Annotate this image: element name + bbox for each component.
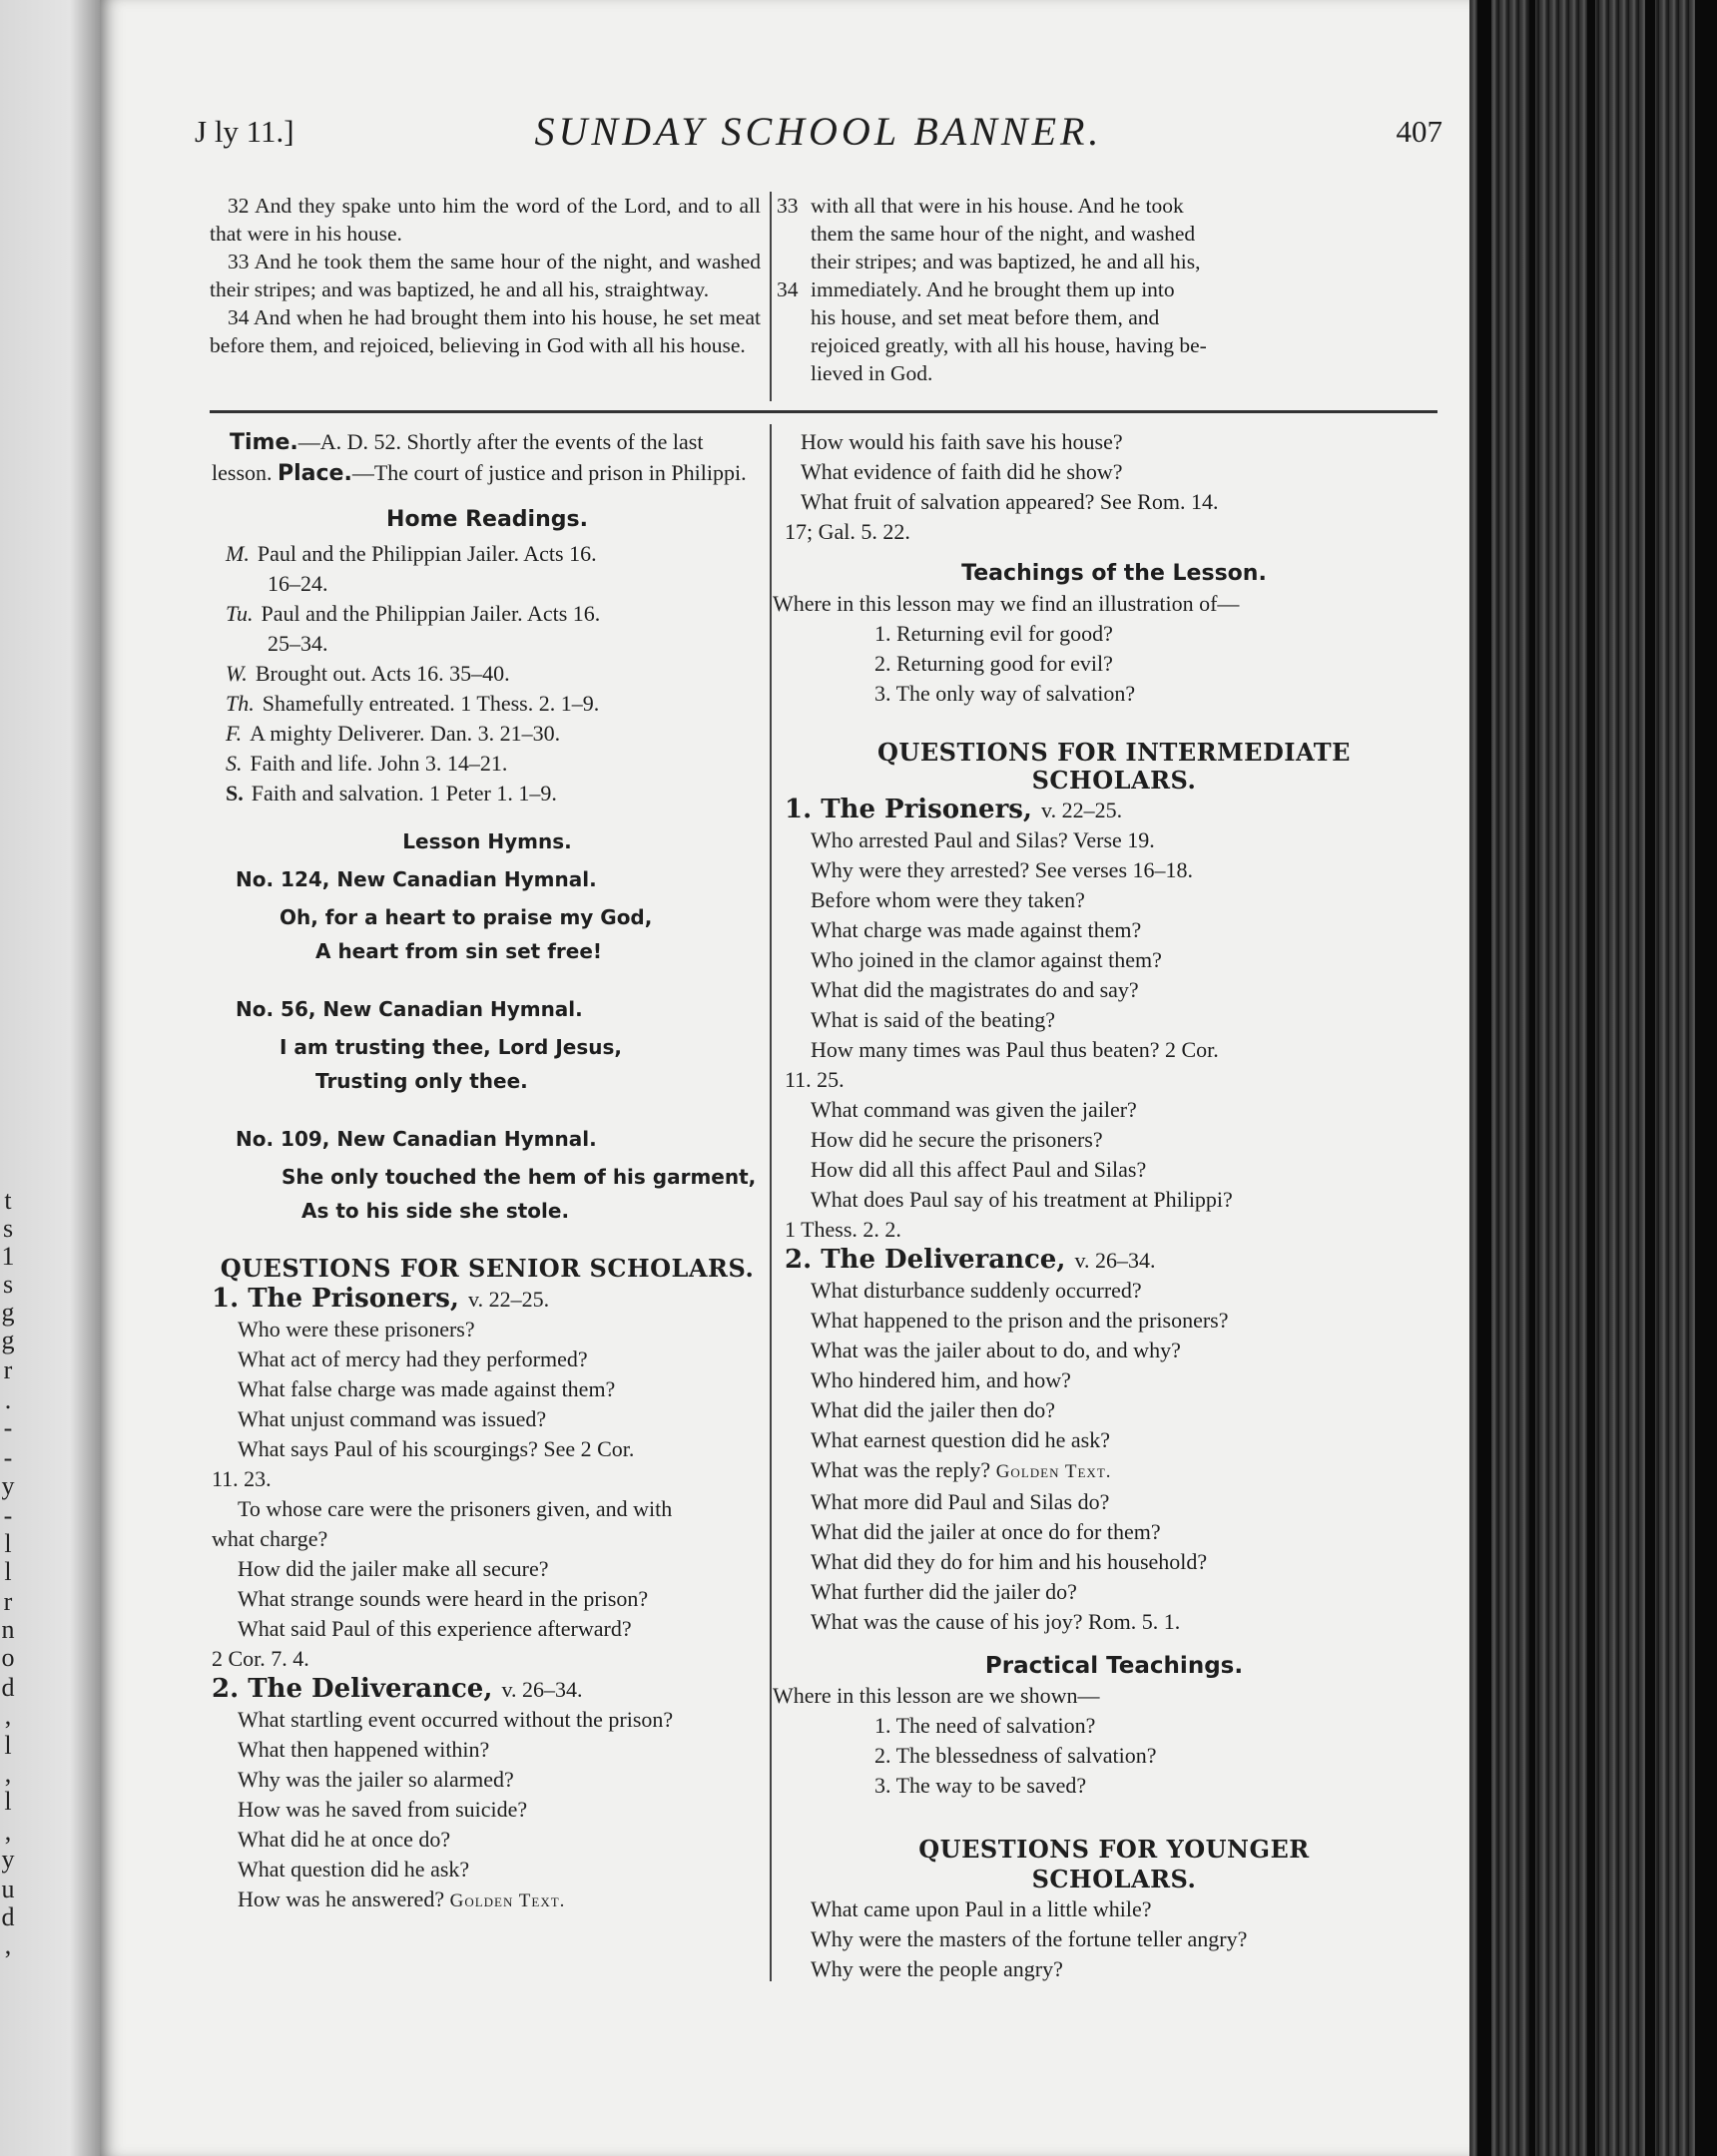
question-text: What did he at once do? (238, 1827, 451, 1852)
verse-number (777, 248, 811, 275)
hymn-number: No. 56, New Canadian Hymnal. (236, 997, 583, 1021)
right-column (773, 427, 1443, 1984)
question: What came upon Paul in a little while? (811, 1896, 1152, 1921)
younger-heading-line-2: SCHOLARS. (1031, 1865, 1197, 1893)
question-text: What was the cause of his joy? Rom. 5. 1. (811, 1609, 1181, 1634)
practical-teachings-list (785, 1711, 1443, 1801)
question (785, 1607, 1443, 1637)
verse-number (777, 331, 811, 359)
verse-number (777, 220, 811, 248)
question (785, 1005, 1443, 1035)
margin-fragment: o (1, 1643, 15, 1672)
question-text: How was he saved from suicide? (238, 1797, 528, 1822)
home-reading (212, 599, 763, 629)
scripture-verse: 32 And they spake unto him the word of the Lord, and to all that were in his house. (210, 194, 761, 246)
question-text: Why were they arrested? See verses 16–18. (811, 857, 1194, 882)
margin-fragment: n (1, 1615, 15, 1644)
numbered-item: 3. The way to be saved? (874, 1773, 1087, 1798)
question (212, 1855, 763, 1885)
question-text: What did the jailer then do? (811, 1397, 1055, 1422)
hymn-number: No. 109, New Canadian Hymnal. (236, 1127, 597, 1151)
question-text: How did all this affect Paul and Silas? (811, 1157, 1147, 1182)
verse-text: lieved in God. (811, 361, 933, 385)
column-divider (770, 424, 772, 1981)
section-title: 1. The Prisoners, (212, 1284, 459, 1314)
margin-fragment: d (1, 1673, 15, 1702)
left-column (212, 427, 763, 1916)
margin-fragment: y (1, 1845, 15, 1874)
verse-text: with all that were in his house. And he took (811, 194, 1184, 218)
question (212, 1554, 763, 1584)
issue-date: J ly 11.] (195, 114, 294, 149)
margin-fragment: l (4, 1529, 12, 1558)
question-text: What then happened within? (238, 1737, 490, 1762)
scripture-line (777, 275, 1386, 303)
verse-text: them the same hour of the night, and washed (811, 222, 1196, 246)
publication-title: SUNDAY SCHOOL BANNER. (534, 109, 1103, 154)
question-text: Who arrested Paul and Silas? Verse 19. (811, 827, 1155, 852)
question (785, 1065, 1443, 1095)
book-fore-edge (1469, 0, 1717, 2156)
question (212, 1494, 763, 1524)
margin-fragment: , (4, 1930, 12, 1959)
reading-day: M. (226, 541, 250, 566)
question (785, 1395, 1443, 1425)
question (212, 1614, 763, 1644)
home-reading (212, 659, 763, 689)
question-text: What did the magistrates do and say? (811, 977, 1139, 1002)
book-page (100, 0, 1469, 2156)
question (785, 1487, 1443, 1517)
hymn-number: No. 124, New Canadian Hymnal. (236, 867, 597, 891)
question-text: What said Paul of this experience afterward? (238, 1616, 632, 1641)
lesson-hymns-heading: Lesson Hymns. (402, 829, 572, 853)
scripture-line (777, 248, 1386, 275)
margin-fragment: r (3, 1587, 13, 1616)
practical-intro: Where in this lesson are we shown— (773, 1683, 1100, 1708)
hymn-line: I am trusting thee, Lord Jesus, (280, 1035, 622, 1059)
intermediate-heading (785, 739, 1443, 795)
question (785, 1185, 1443, 1215)
margin-fragment: l (4, 1557, 12, 1586)
question-text: 2 Cor. 7. 4. (212, 1646, 309, 1671)
numbered-item: 2. Returning good for evil? (874, 651, 1113, 676)
question-text: What command was given the jailer? (811, 1097, 1137, 1122)
question-text: How did the jailer make all secure? (238, 1556, 549, 1581)
question-text: What more did Paul and Silas do? (811, 1489, 1110, 1514)
question-text: How was he answered? (238, 1886, 445, 1911)
question-text: What earnest question did he ask? (811, 1427, 1110, 1452)
question-text: What act of mercy had they performed? (238, 1347, 588, 1371)
practical-teachings-heading: Practical Teachings. (984, 1653, 1244, 1679)
time-place (212, 427, 763, 489)
reading-text: Paul and the Philippian Jailer. Acts 16. (257, 541, 597, 566)
margin-fragment: . (4, 1385, 12, 1414)
question-text: 1 Thess. 2. 2. (785, 1217, 901, 1242)
question-text: What is said of the beating? (811, 1007, 1055, 1032)
golden-text-ref: Golden Text. (449, 1890, 566, 1911)
reading-text: Faith and salvation. 1 Peter 1. 1–9. (251, 781, 557, 806)
numbered-item: 2. The blessedness of salvation? (874, 1743, 1157, 1768)
reading-text: Faith and life. John 3. 14–21. (250, 751, 508, 776)
teachings-list (785, 619, 1443, 709)
question-text: To whose care were the prisoners given, and with (238, 1496, 673, 1521)
margin-fragment: t (4, 1186, 12, 1215)
section-verse-ref: v. 26–34. (501, 1677, 583, 1702)
question: 17; Gal. 5. 22. (785, 519, 910, 544)
margin-fragment: s (2, 1270, 14, 1299)
question-text: How many times was Paul thus beaten? 2 Cor. (811, 1037, 1219, 1062)
margin-fragment: g (1, 1326, 15, 1354)
question (212, 1795, 763, 1825)
question-text: What question did he ask? (238, 1857, 470, 1882)
question (785, 975, 1443, 1005)
question (212, 1644, 763, 1674)
question-text: What charge was made against them? (811, 917, 1142, 942)
margin-fragment: - (3, 1443, 13, 1472)
numbered-item: 1. The need of salvation? (874, 1713, 1096, 1738)
home-reading (212, 719, 763, 749)
question-text: What happened to the prison and the prisoners? (811, 1308, 1229, 1333)
question-text: What disturbance suddenly occurred? (811, 1278, 1142, 1303)
question (785, 1365, 1443, 1395)
section-heading (785, 795, 1443, 825)
teachings-heading: Teachings of the Lesson. (961, 561, 1267, 586)
question-text: What did they do for him and his household? (811, 1549, 1208, 1574)
question-text: 11. 25. (785, 1067, 845, 1092)
question (785, 855, 1443, 885)
question (785, 885, 1443, 915)
question (212, 1404, 763, 1434)
question (212, 1765, 763, 1795)
question: Why were the masters of the fortune teller angry? (811, 1926, 1248, 1951)
senior-questions-continued (785, 427, 1443, 547)
question-text: What startling event occurred without the prison? (238, 1707, 674, 1732)
scripture-verse: 34 And when he had brought them into his house, he set meat before them, and rejoiced, believing in God with all his house. (210, 305, 761, 357)
reading-text: A mighty Deliverer. Dan. 3. 21–30. (250, 721, 561, 746)
question (785, 1155, 1443, 1185)
hymn-line: She only touched the hem of his garment, (282, 1165, 757, 1189)
time-text: —A. D. 52. Shortly after the events of the last lesson. (212, 429, 704, 485)
question (785, 1125, 1443, 1155)
question-text: What was the jailer about to do, and why? (811, 1338, 1181, 1362)
reading-day: W. (226, 661, 248, 686)
place-label: Place. (278, 461, 352, 486)
scripture-line (777, 303, 1386, 331)
scripture-verse: 33 And he took them the same hour of the night, and washed their stripes; and was baptized, he and all his, straightway. (210, 250, 761, 301)
question (212, 1524, 763, 1554)
intermediate-heading-line-1: QUESTIONS FOR INTERMEDIATE (877, 738, 1351, 767)
section-heading (785, 1245, 1443, 1276)
margin-fragment: , (4, 1817, 12, 1846)
senior-questions (212, 1284, 763, 1916)
question: Why were the people angry? (811, 1956, 1063, 1981)
section-heading (212, 1674, 763, 1705)
scripture-line (777, 331, 1386, 359)
question (212, 1345, 763, 1374)
teachings-intro: Where in this lesson may we find an illustration of— (773, 591, 1240, 616)
place-text: —The court of justice and prison in Philippi. (351, 460, 747, 485)
reading-text: Brought out. Acts 16. 35–40. (255, 661, 510, 686)
scripture-line (777, 359, 1386, 387)
question (212, 1374, 763, 1404)
home-reading (212, 779, 763, 808)
question (785, 1455, 1443, 1487)
golden-text-ref: Golden Text. (995, 1461, 1112, 1482)
question-text: What was the reply? (811, 1457, 991, 1482)
younger-heading-line-1: QUESTIONS FOR YOUNGER (918, 1835, 1310, 1864)
question (212, 1705, 763, 1735)
reading-day: S. (226, 781, 244, 806)
hymn-line: Oh, for a heart to praise my God, (280, 905, 653, 929)
question (785, 1215, 1443, 1245)
younger-heading (785, 1835, 1443, 1894)
time-label: Time. (230, 430, 298, 455)
section-verse-ref: v. 22–25. (1041, 798, 1123, 822)
question-text: Why was the jailer so alarmed? (238, 1767, 514, 1792)
scripture-column-divider (770, 192, 772, 401)
margin-fragment: g (1, 1298, 15, 1327)
reading-day: F. (226, 721, 243, 746)
section-verse-ref: v. 22–25. (468, 1287, 550, 1312)
scripture-left-version (210, 192, 761, 359)
margin-fragment: - (3, 1413, 13, 1442)
section-heading (212, 1284, 763, 1315)
hymn-line: Trusting only thee. (315, 1069, 528, 1093)
margin-fragment: l (4, 1731, 12, 1760)
verse-number (777, 359, 811, 387)
question-text: Who hindered him, and how? (811, 1367, 1071, 1392)
verse-number: 34 (777, 277, 799, 301)
scripture-line (777, 220, 1386, 248)
question (785, 825, 1443, 855)
scripture-bottom-rule (210, 410, 1437, 413)
home-readings-heading: Home Readings. (386, 507, 588, 532)
verse-text: their stripes; and was baptized, he and all his, (811, 250, 1201, 273)
reading-day: Th. (226, 691, 255, 716)
intermediate-questions (785, 795, 1443, 1637)
margin-fragment: 1 (1, 1242, 15, 1271)
margin-fragment: l (4, 1787, 12, 1816)
verse-text: rejoiced greatly, with all his house, having be- (811, 333, 1207, 357)
margin-fragment: y (1, 1471, 15, 1500)
intermediate-heading-line-2: SCHOLARS. (1031, 766, 1197, 795)
hymn-line: As to his side she stole. (301, 1199, 570, 1223)
question (785, 1517, 1443, 1547)
section-title: 1. The Prisoners, (785, 795, 1032, 824)
verse-number: 33 (777, 194, 799, 218)
margin-fragment: , (4, 1701, 12, 1730)
question-text: What strange sounds were heard in the prison? (238, 1586, 649, 1611)
hymn-line: A heart from sin set free! (315, 939, 603, 963)
numbered-item: 1. Returning evil for good? (874, 621, 1113, 646)
reading-text: Paul and the Philippian Jailer. Acts 16. (261, 601, 601, 626)
question (212, 1584, 763, 1614)
margin-fragment: r (3, 1355, 13, 1384)
question (785, 1276, 1443, 1306)
question-text: What says Paul of his scourgings? See 2 Cor. (238, 1436, 635, 1461)
question-text: Before whom were they taken? (811, 887, 1085, 912)
question (212, 1464, 763, 1494)
facing-page-edge (0, 0, 100, 2156)
margin-fragment: u (1, 1875, 15, 1903)
senior-scholars-heading: QUESTIONS FOR SENIOR SCHOLARS. (220, 1254, 755, 1283)
question-text: How did he secure the prisoners? (811, 1127, 1103, 1152)
lesson-hymns-list (212, 864, 763, 1226)
verse-text: his house, and set meat before them, and (811, 305, 1160, 329)
reading-day: Tu. (226, 601, 254, 626)
reading-day: S. (226, 751, 243, 776)
verse-number (777, 303, 811, 331)
question (785, 1095, 1443, 1125)
section-verse-ref: v. 26–34. (1074, 1248, 1156, 1273)
verse-text: immediately. And he brought them up into (811, 277, 1175, 301)
question (785, 915, 1443, 945)
question: How would his faith save his house? (801, 429, 1123, 454)
scripture-line (777, 192, 1386, 220)
question-text: 11. 23. (212, 1466, 272, 1491)
question (785, 1577, 1443, 1607)
question (785, 1547, 1443, 1577)
reading-text-continued: 16–24. (268, 571, 328, 596)
question (212, 1434, 763, 1464)
section-title: 2. The Deliverance, (785, 1245, 1066, 1275)
question-text: What further did the jailer do? (811, 1579, 1077, 1604)
question-text: Who joined in the clamor against them? (811, 947, 1162, 972)
margin-fragment: - (3, 1501, 13, 1530)
numbered-item: 3. The only way of salvation? (874, 681, 1136, 706)
scripture-right-version (777, 192, 1386, 387)
home-reading (212, 749, 763, 779)
margin-fragment: , (4, 1759, 12, 1788)
question-text: Who were these prisoners? (238, 1317, 475, 1342)
question (212, 1825, 763, 1855)
section-title: 2. The Deliverance, (212, 1674, 493, 1704)
question (785, 1425, 1443, 1455)
question-text: What unjust command was issued? (238, 1406, 547, 1431)
reading-text: Shamefully entreated. 1 Thess. 2. 1–9. (262, 691, 600, 716)
question (785, 1306, 1443, 1336)
question (212, 1885, 763, 1916)
question-text: What does Paul say of his treatment at Philippi? (811, 1187, 1233, 1212)
home-readings-list (212, 539, 763, 808)
question-text: What false charge was made against them? (238, 1376, 616, 1401)
question (212, 1735, 763, 1765)
home-reading (212, 539, 763, 569)
question (212, 1315, 763, 1345)
margin-fragment: d (1, 1902, 15, 1931)
question (785, 945, 1443, 975)
younger-questions (785, 1894, 1443, 1984)
question-text: what charge? (212, 1526, 328, 1551)
page-number: 407 (1396, 114, 1442, 149)
question (785, 1336, 1443, 1365)
running-head (195, 108, 1442, 168)
margin-fragment: s (2, 1214, 14, 1243)
question-text: What did the jailer at once do for them? (811, 1519, 1161, 1544)
home-reading (212, 689, 763, 719)
reading-text-continued: 25–34. (268, 631, 328, 656)
question (785, 1035, 1443, 1065)
question: What evidence of faith did he show? (801, 459, 1123, 484)
question: What fruit of salvation appeared? See Rom. 14. (801, 489, 1219, 514)
